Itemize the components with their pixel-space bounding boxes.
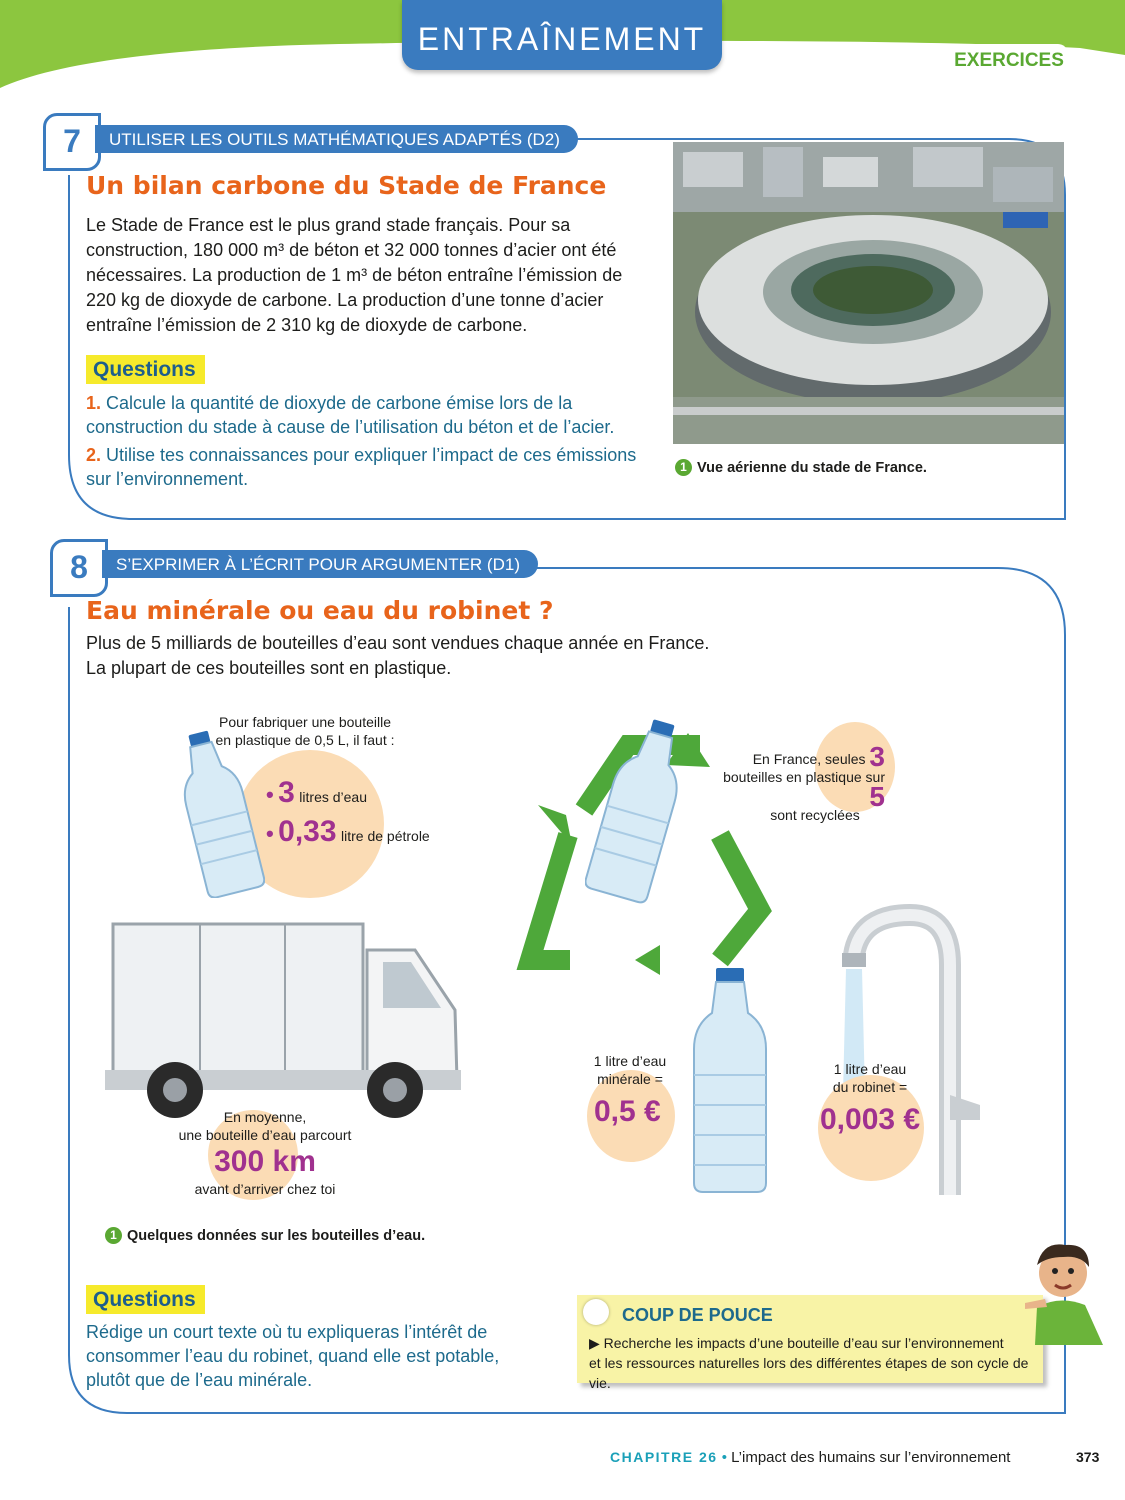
exercise-8-questions-label: Questions xyxy=(86,1285,205,1314)
recycle-text: En France, seules 3 bouteilles en plastique sur 5 sont recyclées xyxy=(723,741,885,823)
exercise-7-question-2: 2. Utilise tes connaissances pour expliquer l’impact de ces émissions sur l’environnement. xyxy=(86,445,637,489)
header-title: ENTRAÎNEMENT xyxy=(402,0,722,70)
exercise-7-paragraph: Le Stade de France est le plus grand stade français. Pour sa construction, 180 000 m³ de béton et 32 000 tonnes d’acier ont été nécessaires. La production de 1 m³ de béton entraîne l’émission de 220 kg de dioxyde de carbone. La production d’une tonne d’acier entraîne l’émission de 2 310 kg de dioxyde de carbone. xyxy=(86,215,623,335)
truck-text: En moyenne, une bouteille d’eau parcourt 300 km avant d’arriver chez toi xyxy=(178,1109,352,1197)
stadium-aerial-photo xyxy=(673,142,1064,444)
help-icon xyxy=(583,1299,609,1325)
oil-requirement: • 0,33 litre de pétrole xyxy=(266,815,430,848)
section-tag: EXERCICES xyxy=(950,44,1068,76)
exercise-8-skill: S’EXPRIMER À L’ÉCRIT POUR ARGUMENTER (D1) xyxy=(102,550,538,578)
mineral-label: 1 litre d’eau minérale = xyxy=(593,1053,667,1087)
exercise-7-title: Un bilan carbone du Stade de France xyxy=(86,171,607,200)
help-text: ▶ Recherche les impacts d’une bouteille d’eau sur l’environnement et les ressources naturelles lors des différentes étapes de son cycle de vie. xyxy=(589,1335,1029,1391)
tap-label: 1 litre d’eau du robinet = xyxy=(832,1061,908,1095)
tilted-bottle-icon xyxy=(175,728,265,898)
exercise-7-skill: UTILISER LES OUTILS MATHÉMATIQUES ADAPTÉS (D2) xyxy=(95,125,578,153)
page-number: 373 xyxy=(1076,1449,1100,1465)
help-box xyxy=(577,1295,1043,1391)
water-requirement: • 3 litres d’eau xyxy=(266,776,367,809)
exercise-7-questions-label: Questions xyxy=(86,355,205,384)
boy-mascot-icon xyxy=(1015,1235,1110,1345)
bottle-lead-text: Pour fabriquer une bouteille en plastique de 0,5 L, il faut : xyxy=(215,714,395,748)
exercise-7-question-1: 1. Calcule la quantité de dioxyde de carbone émise lors de la construction du stade à cause de l’utilisation du béton et de l’acier. xyxy=(86,393,615,437)
help-title: COUP DE POUCE xyxy=(622,1305,773,1325)
delivery-truck-icon xyxy=(105,920,465,1130)
exercise-7-caption: 1 Vue aérienne du stade de France. xyxy=(675,459,927,476)
exercise-8-question: Rédige un court texte où tu expliqueras l’intérêt de consommer l’eau du robinet, quand elle est potable, plutôt que de l’eau minérale. xyxy=(86,1322,500,1390)
exercise-8-intro: Plus de 5 milliards de bouteilles d’eau sont vendues chaque année en France. La plupart de ces bouteilles sont en plastique. xyxy=(86,633,710,678)
mineral-water-bottle-icon xyxy=(690,965,770,1195)
tap-price: 0,003 € xyxy=(820,1103,921,1136)
exercise-7-number: 7 xyxy=(43,113,101,171)
mineral-price: 0,5 € xyxy=(594,1095,661,1128)
exercise-8-number: 8 xyxy=(50,539,108,597)
exercise-8-caption: 1 Quelques données sur les bouteilles d’eau. xyxy=(105,1227,425,1244)
footer: CHAPITRE 26 • L’impact des humains sur l’environnement xyxy=(610,1449,1011,1466)
recycled-bottle-icon xyxy=(585,715,695,905)
exercise-7 xyxy=(0,0,1125,530)
exercise-8-title: Eau minérale ou eau du robinet ? xyxy=(86,596,554,625)
